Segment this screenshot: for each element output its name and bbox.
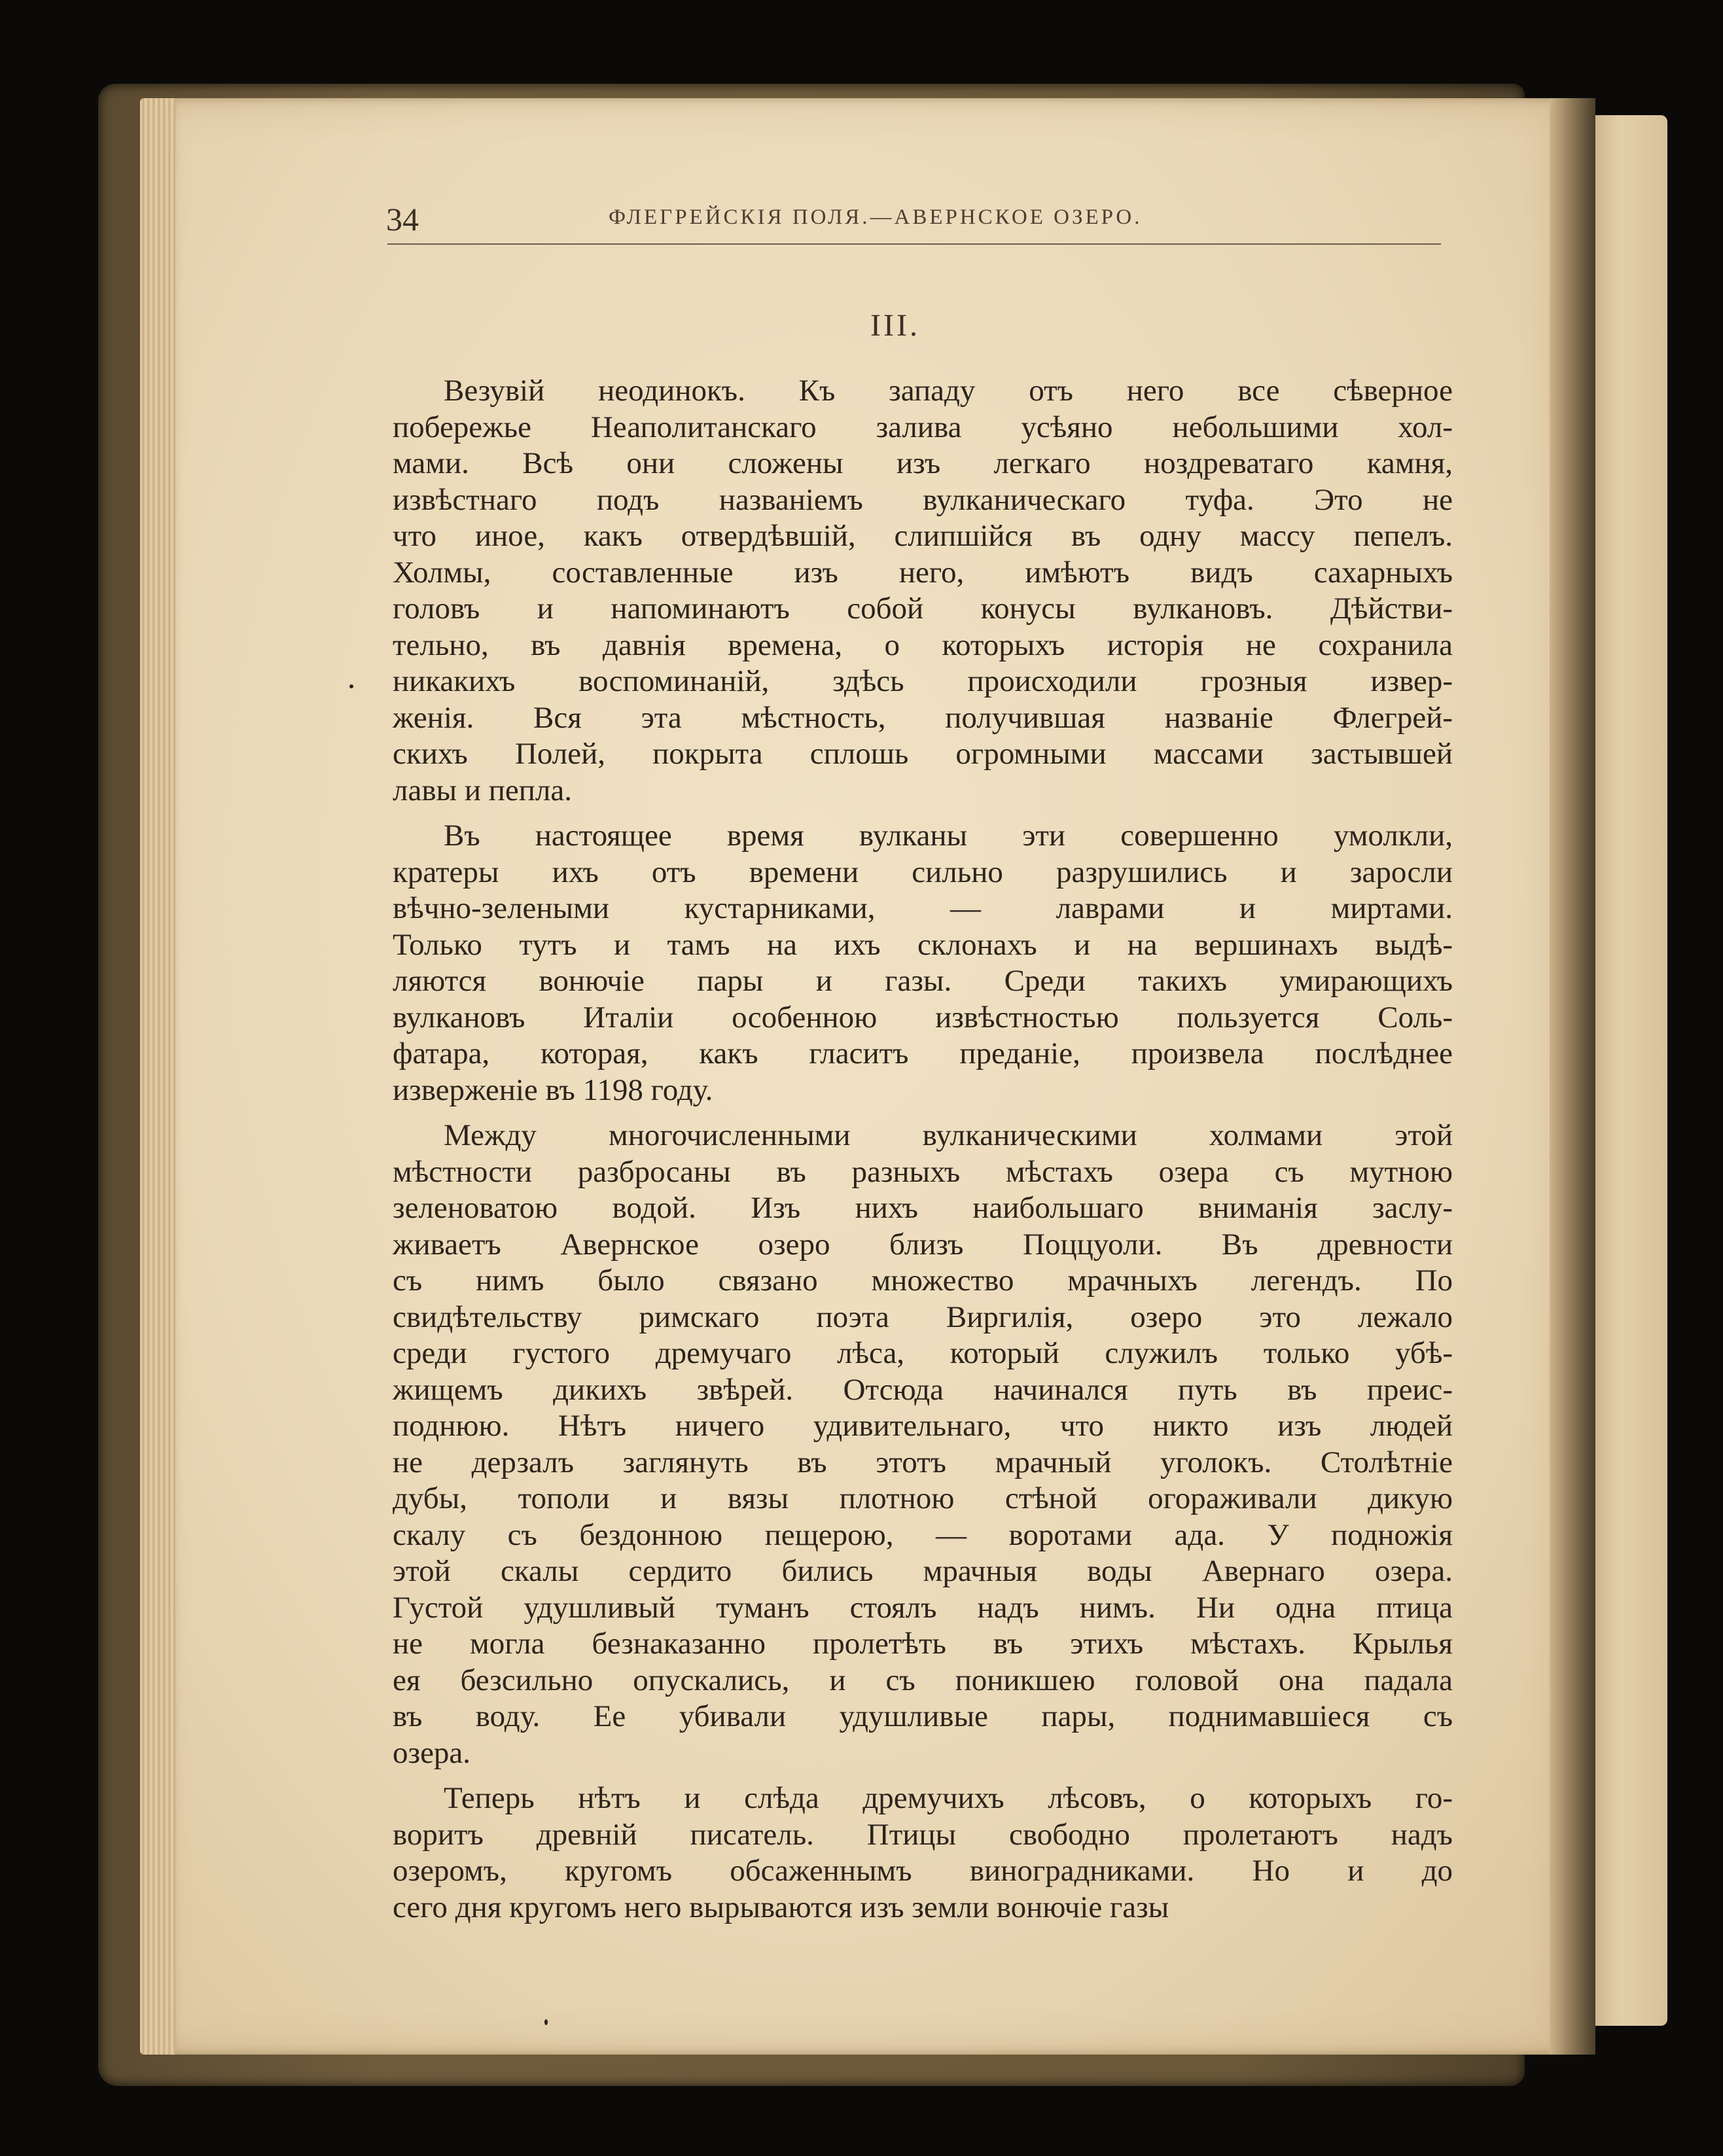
text-line: свидѣтельству римскаго поэта Виргилія, озеро это лежало [393, 1299, 1453, 1334]
text-line: воритъ древній писатель. Птицы свободно пролетаютъ надъ [393, 1817, 1453, 1852]
page-header [386, 196, 1433, 255]
text-line: Теперь нѣтъ и слѣда дремучихъ лѣсовъ, о которыхъ го- [444, 1781, 1453, 1815]
text-line: извѣстнаго подъ названіемъ вулканическаго туфа. Это не [393, 482, 1453, 517]
text-line: въ воду. Ее убивали удушливые пары, поднимавшіеся съ [393, 1699, 1453, 1733]
ink-speck [544, 2019, 548, 2025]
text-line: не могла безнаказанно пролетѣть въ этихъ мѣстахъ. Крылья [393, 1627, 1453, 1661]
body-text [393, 373, 1453, 1926]
text-line: съ нимъ было связано множество мрачныхъ легендъ. По [393, 1264, 1453, 1298]
running-head: ФЛЕГРЕЙСКІЯ ПОЛЯ.—АВЕРНСКОЕ ОЗЕРО. [609, 205, 1143, 229]
paragraph [393, 1780, 1453, 1926]
text-line: фатара, которая, какъ гласитъ преданіе, произвела послѣднее [393, 1036, 1453, 1070]
paragraph [393, 1118, 1453, 1771]
text-line: Густой удушливый туманъ стоялъ надъ нимъ. Ни одна птица [393, 1590, 1453, 1625]
paragraph [393, 818, 1453, 1108]
text-line: Только тутъ и тамъ на ихъ склонахъ и на вершинахъ выдѣ- [393, 927, 1453, 962]
text-line: кратеры ихъ отъ времени сильно разрушились и заросли [393, 855, 1453, 889]
text-line: зеленоватою водой. Изъ нихъ наибольшаго вниманія заслу- [393, 1191, 1453, 1225]
text-line: изверженіе въ 1198 году. [393, 1072, 713, 1107]
paragraph [393, 373, 1453, 809]
text-line: дубы, тополи и вязы плотною стѣной огораживали дикую [393, 1481, 1453, 1515]
text-line: ляются вонючіе пары и газы. Среди такихъ умирающихъ [393, 964, 1453, 998]
text-line: мами. Всѣ они сложены изъ легкаго ноздреватаго камня, [393, 446, 1453, 480]
text-line: озера. [393, 1735, 471, 1770]
text-line: озеромъ, кругомъ обсаженнымъ виноградниками. Но и до [393, 1854, 1453, 1888]
text-line: скихъ Полей, покрыта сплошь огромными массами застывшей [393, 737, 1453, 771]
text-line: живаетъ Авернское озеро близъ Поццуоли. Въ древности [393, 1227, 1453, 1262]
header-rule [387, 243, 1441, 245]
paragraph-gap [393, 1108, 1453, 1118]
text-line: не дерзалъ заглянуть въ этотъ мрачный уголокъ. Столѣтніе [393, 1445, 1453, 1479]
book-gutter [1550, 98, 1595, 2055]
text-line: вулкановъ Италіи особенною извѣстностью пользуется Соль- [393, 1000, 1453, 1034]
text-line: ея безсильно опускались, и съ поникшею головой она падала [393, 1663, 1453, 1697]
text-line: мѣстности разбросаны въ разныхъ мѣстахъ озера съ мутною [393, 1154, 1453, 1189]
page-number: 34 [386, 201, 419, 238]
text-line: никакихъ воспоминаній, здѣсь происходили грозныя извер- [393, 664, 1453, 698]
text-line: Везувій неодинокъ. Къ западу отъ него все сѣверное [444, 374, 1453, 408]
text-line: побережье Неаполитанскаго залива усѣяно небольшими хол- [393, 410, 1453, 444]
text-line: поднюю. Нѣтъ ничего удивительнаго, что никто изъ людей [393, 1409, 1453, 1443]
text-line: Холмы, составленные изъ него, имѣютъ видъ сахарныхъ [393, 555, 1453, 590]
text-line: жищемъ дикихъ звѣрей. Отсюда начинался путь въ преис- [393, 1372, 1453, 1407]
text-line: скалу съ бездонною пещерою, — воротами ада. У подножія [393, 1517, 1453, 1552]
chapter-heading: III. [870, 308, 920, 343]
text-line: тельно, въ давнія времена, о которыхъ исторія не сохранила [393, 627, 1453, 662]
paragraph-gap [393, 809, 1453, 818]
facing-page-edge [1589, 115, 1667, 2026]
paragraph-gap [393, 1771, 1453, 1780]
text-line: Между многочисленными вулканическими холмами этой [444, 1118, 1453, 1152]
text-line: среди густого дремучаго лѣса, который служилъ только убѣ- [393, 1336, 1453, 1370]
text-line: вѣчно-зелеными кустарниками, — лаврами и миртами. [393, 891, 1453, 925]
ink-speck [349, 684, 353, 688]
text-line: лавы и пепла. [393, 773, 572, 807]
text-line: Въ настоящее время вулканы эти совершенно умолкли, [444, 819, 1453, 853]
text-line: что иное, какъ отвердѣвшій, слипшійся въ одну массу пепелъ. [393, 519, 1453, 553]
text-line: этой скалы сердито бились мрачныя воды Авернаго озера. [393, 1554, 1453, 1588]
text-line: сего дня кругомъ него вырываются изъ земли вонючіе газы [393, 1890, 1169, 1924]
text-line: женія. Вся эта мѣстность, получившая названіе Флегрей- [393, 700, 1453, 735]
text-line: головъ и напоминаютъ собой конусы вулкановъ. Дѣйстви- [393, 592, 1453, 626]
